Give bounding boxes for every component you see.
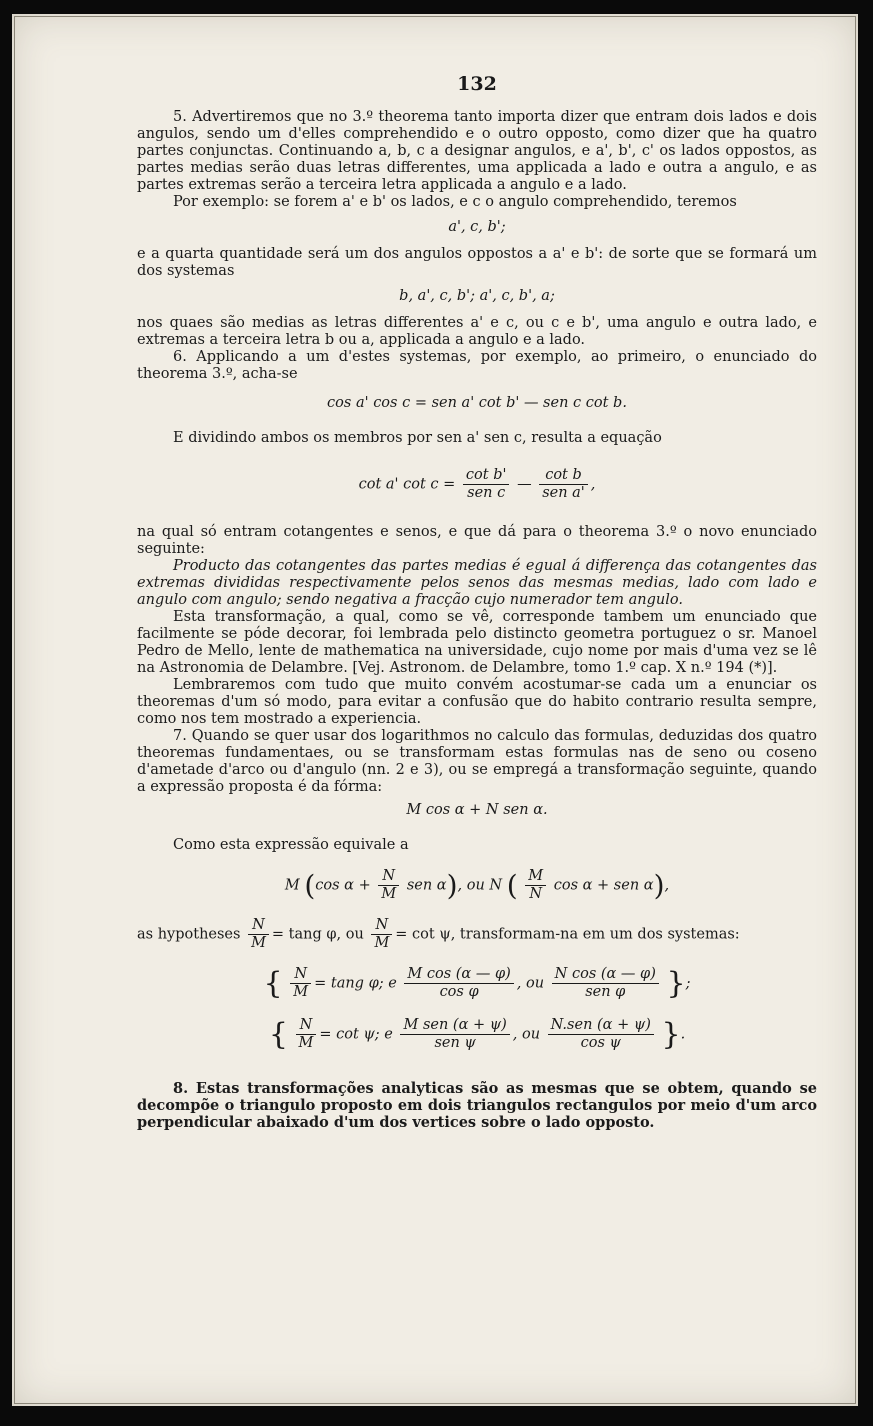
formula-cos-theorem: cos a' cos c = sen a' cot b' — sen c cot b. [327, 395, 627, 411]
system-1-end: ; [685, 975, 691, 992]
fraction-numerator: cot b [539, 467, 588, 485]
fraction-n-over-m [290, 966, 311, 1001]
theorem-statement: Producto das cotangentes das partes medias é egual á differença das cotangentes das extremas divididas respectivamente pelos senos das mesmas medias, lado com lado e angulo com angulo; sendo negativa a fracção cujo numerador tem angulo. [137, 558, 817, 608]
page-sheet [12, 14, 858, 1406]
fraction-system-1-n [552, 966, 659, 1001]
fraction-n-over-m [378, 868, 399, 903]
section-5-systems-intro: e a quarta quantidade será um dos angulos oppostos a a' e b': de sorte que se formará um dos systemas [137, 246, 817, 279]
fraction-denominator: sen ψ [434, 1035, 476, 1051]
fraction-denominator: N [529, 886, 543, 902]
fraction-denominator: M [298, 1035, 314, 1051]
section-8-paragraph: 8. Estas transformações analyticas são as mesmas que se obtem, quando se decompõe o triangulo proposto em dois triangulos rectangulos por meio d'um arco perpendicular abaixado d'um dos vertices sobre o lado opposto. [137, 1080, 817, 1131]
fraction-cot-b-prime [463, 467, 510, 502]
page-content [137, 73, 817, 1131]
fraction-system-2-m [400, 1017, 509, 1052]
fraction-m-over-n [525, 868, 546, 903]
system-1-tang: = tang φ; e [314, 975, 397, 992]
system-2-cot: = cot ψ; e [319, 1026, 393, 1043]
system-2-end: . [680, 1026, 686, 1043]
fraction-numerator: N [378, 868, 399, 886]
system-1-or: , ou [516, 975, 545, 992]
hypotheses-label: as hypotheses [137, 926, 241, 943]
fraction-denominator: cos ψ [580, 1035, 621, 1051]
fraction-numerator: N [290, 966, 311, 984]
fraction-numerator: M cos (α — φ) [404, 966, 513, 984]
brace-open: { [268, 1017, 288, 1052]
formula-m: M [284, 877, 300, 894]
system-2-or: , ou [512, 1026, 541, 1043]
section-6-reminder: Lembraremos com tudo que muito convém acostumar-se cada um a enunciar os theoremas d'um só modo, para evitar a confusão que do habito contrario resulta sempre, como nos tem mostrado a experiencia. [137, 677, 817, 727]
hypothesis-tang: = tang φ, ou [271, 926, 364, 943]
fraction-system-1-m [404, 966, 513, 1001]
formula-cotangent-lhs: cot a' cot c = [358, 476, 456, 493]
formula-equivalent [137, 868, 817, 903]
fraction-denominator: sen φ [585, 984, 626, 1000]
formula-cotangent [137, 467, 817, 502]
fraction-numerator: cot b' [463, 467, 510, 485]
section-5-paragraph: 5. Advertiremos que no 3.º theorema tanto importa dizer que entram dois lados e dois angulos, sendo um d'elles comprehendido e o outro opposto, como dizer que ha quatro partes conjunctas. Continuando a, b, c a designar angulos, e a', b', c' os lados oppostos, as partes medias serão duas letras differentes, uma applicada a lado e outra a angulo, e as partes extremas serão a terceira letra applicada a angulo e a lado. [137, 109, 817, 193]
fraction-denominator: M [381, 886, 397, 902]
fraction-n-over-m [296, 1017, 317, 1052]
hypothesis-cot: = cot ψ, transformam-na em um dos systemas: [395, 926, 740, 943]
section-7-paragraph: 7. Quando se quer usar dos logarithmos no calculo das formulas, deduzidas dos quatro theoremas fundamentaes, ou se transformam estas formulas nas de seno ou coseno d'ametade d'arco ou d'angulo (nn. 2 e 3), ou se empregá a transformação seguinte, quando a expressão proposta é da fórma: [137, 728, 817, 795]
formula-sen: sen α [406, 877, 447, 894]
paren-close: ) [446, 869, 458, 902]
fraction-denominator: sen a' [542, 485, 585, 501]
formula-m-cos-n-sen: M cos α + N sen α. [406, 802, 548, 818]
formula-comma: , [590, 476, 596, 493]
formula-cos-plus: cos α + [315, 877, 371, 894]
section-6-paragraph: 6. Applicando a um d'estes systemas, por exemplo, ao primeiro, o enunciado do theorema 3.º, acha-se [137, 349, 817, 382]
formula-systems: b, a', c, b'; a', c, b', a; [399, 288, 555, 304]
brace-open: { [263, 966, 283, 1001]
fraction-numerator: N.sen (α + ψ) [548, 1017, 654, 1035]
fraction-denominator: cos φ [439, 984, 479, 1000]
formula-minus: — [517, 476, 532, 493]
formula-comma: , [664, 877, 670, 894]
fraction-numerator: N [296, 1017, 317, 1035]
brace-close: } [666, 966, 686, 1001]
page-number: 132 [457, 73, 497, 95]
section-5-example: Por exemplo: se forem a' e b' os lados, e c o angulo comprehendido, teremos [173, 194, 737, 210]
fraction-denominator: M [251, 935, 266, 951]
fraction-denominator: sen c [467, 485, 506, 501]
brace-close: } [661, 1017, 681, 1052]
paren-close: ) [653, 869, 665, 902]
fraction-denominator: M [374, 935, 390, 951]
fraction-cot-b [539, 467, 588, 502]
paren-open: ( [506, 869, 518, 902]
formula-or-n: , ou N [457, 877, 503, 894]
formula-sides-angle: a', c, b'; [448, 219, 506, 235]
fraction-n-over-m [248, 917, 269, 952]
section-6-division: E dividindo ambos os membros por sen a' sen c, resulta a equação [173, 430, 662, 446]
system-2 [137, 1017, 817, 1052]
fraction-numerator: N [248, 917, 269, 935]
section-6-transformation: Esta transformação, a qual, como se vê, corresponde tambem um enunciado que facilmente se póde decorar, foi lembrada pelo distincto geometra portuguez o sr. Manoel Pedro de Mello, lente de mathematica na universidade, cujo nome por mais d'uma vez se lê na Astronomia de Delambre. [Vej. Astronom. de Delambre, tomo 1.º cap. X n.º 194 (*)]. [137, 609, 817, 676]
fraction-denominator: M [293, 984, 309, 1000]
hypotheses-line [137, 917, 817, 952]
fraction-numerator: M [525, 868, 546, 886]
section-6-enunciado-intro: na qual só entram cotangentes e senos, e que dá para o theorema 3.º o novo enunciado seguinte: [137, 524, 817, 557]
formula-cos-plus-sen: cos α + sen α [553, 877, 654, 894]
section-5-medias: nos quaes são medias as letras differentes a' e c, ou c e b', uma angulo e outra lado, e extremas a terceira letra b ou a, applicada a angulo e a lado. [137, 315, 817, 348]
section-7-equivalence: Como esta expressão equivale a [173, 837, 409, 853]
fraction-numerator: N cos (α — φ) [552, 966, 659, 984]
fraction-system-2-n [548, 1017, 654, 1052]
system-1 [137, 966, 817, 1001]
fraction-numerator: N [371, 917, 392, 935]
paren-open: ( [304, 869, 316, 902]
fraction-numerator: M sen (α + ψ) [400, 1017, 509, 1035]
fraction-n-over-m [371, 917, 392, 952]
